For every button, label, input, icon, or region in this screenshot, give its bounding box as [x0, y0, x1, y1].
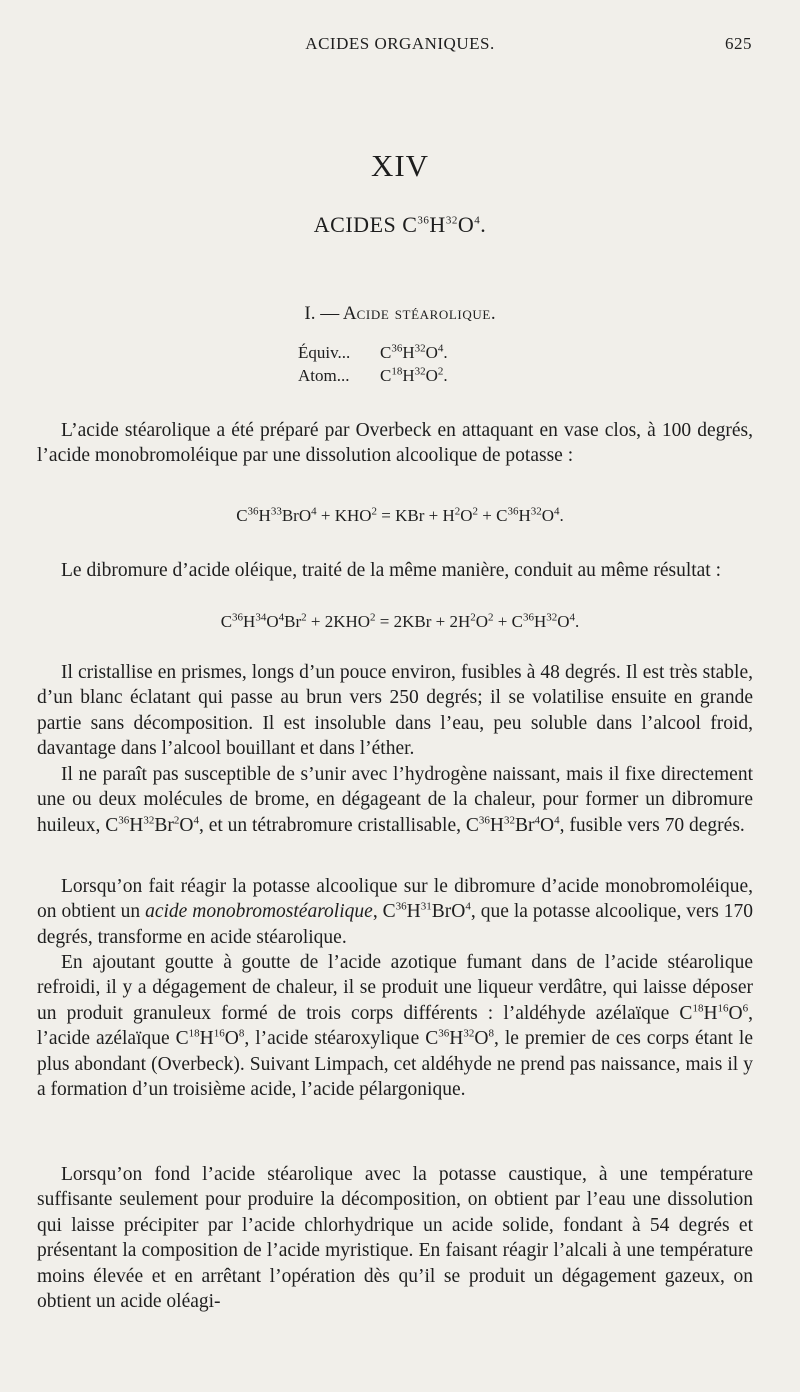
- paragraph-2: Le dibromure d’acide oléique, traité de la même manière, conduit au même résultat :: [61, 560, 722, 581]
- header-title: ACIDES ORGANIQUES.: [305, 34, 495, 53]
- equation-2: $C^{36}H^{34}O^4Br^2 + 2KHO^2 = 2KBr + 2H^2O^2 + C^{36}H^{32}O^4$.: [220, 611, 580, 631]
- paragraph-1: L’acide stéarolique a été préparé par Overbeck en attaquant en vase clos, à 100 degrés, l’acide monobromoléique par une dissolution alcoolique de potasse :: [37, 420, 753, 467]
- chapter-number: XIV: [370, 148, 430, 183]
- paragraph-4: Il ne paraît pas susceptible de s’unir avec l’hydrogène naissant, mais il fixe directement une ou deux molécules de brome, en dégageant de la chaleur, pour former un dibromure huileux, $C^{36}H^{32}Br^2O^4$, et un tétrabromure cristallisable, $C^{36}H^{32}Br^4O^4$, fusible vers 70 degrés.: [37, 764, 753, 836]
- equation-1: $C^{36}H^{33}BrO^4 + KHO^2$ = KBr + $H^2O^2 + C^{36}H^{32}O^4$.: [236, 505, 564, 525]
- running-header: [0, 30, 800, 56]
- section-heading: I. — Acide stéarolique.: [304, 303, 496, 324]
- page-number: 625: [725, 34, 752, 53]
- chapter-title: ACIDES $C^{36}H^{32}O^4$.: [313, 212, 487, 237]
- paragraph-6: En ajoutant goutte à goutte de l’acide azotique fumant dans de l’acide stéarolique refroidi, il y a dégagement de chaleur, il se produit une liqueur verdâtre, qui laisse déposer un produit granuleux formé de trois corps différents : l’aldéhyde azélaïque $C^{18}H^{16}O^6$, l’acide azélaïque $C^{18}H^{16}O^8$, l’acide stéaroxylique $C^{36}H^{32}O^8$, le premier de ces corps étant le plus abondant (Overbeck). Suivant Limpach, cet aldéhyde ne prend pas naissance, mais il y a formation d’un troisième acide, l’acide pélargonique.: [37, 952, 753, 1101]
- formula-atom: Atom... $C^{18}H^{32}O^2$.: [298, 365, 448, 385]
- formula-equiv: Équiv... $C^{36}H^{32}O^4$.: [298, 342, 448, 362]
- paragraph-7: Lorsqu’on fond l’acide stéarolique avec la potasse caustique, à une température suffisante seulement pour produire la décomposition, on obtient par l’eau une dissolution qui laisse précipiter par l’acide chlorhydrique un acide solide, fondant à 54 degrés et présentant la composition de l’acide myristique. En faisant réagir l’alcali à une température moins élevée et en arrêtant l’opération dès qu’il se produit un dégagement gazeux, on obtient un acide oléagi-: [37, 1164, 753, 1313]
- paragraph-5: Lorsqu’on fait réagir la potasse alcoolique sur le dibromure d’acide monobromoléique, on obtient un acide monobromostéarolique, $C^{36}H^{31}BrO^4$, que la potasse alcoolique, vers 170 degrés, transforme en acide stéarolique.: [37, 876, 753, 948]
- paragraph-3: Il cristallise en prismes, longs d’un pouce environ, fusibles à 48 degrés. Il est très stable, d’un blanc éclatant qui passe au brun vers 250 degrés; il se volatilise ensuite en grande partie sans décomposition. Il est insoluble dans l’eau, peu soluble dans l’alcool froid, davantage dans l’alcool bouillant et dans l’éther.: [37, 662, 753, 760]
